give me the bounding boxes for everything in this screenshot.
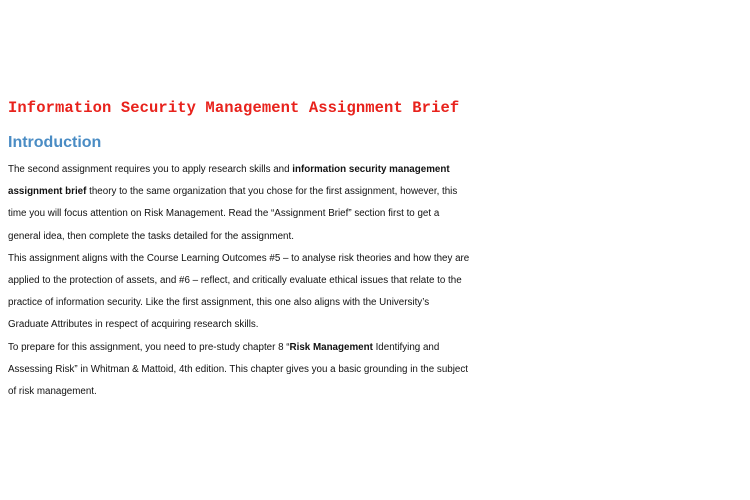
paragraph-1-line-3: time you will focus attention on Risk Management. Read the “Assignment Brief” section first to get a bbox=[8, 208, 440, 220]
paragraph-1-line-4: general idea, then complete the tasks detailed for the assignment. bbox=[8, 230, 294, 242]
paragraph-3-line-2: Assessing Risk” in Whitman & Mattoid, 4th edition. This chapter gives you a basic grounding in the subject bbox=[8, 363, 468, 375]
paragraph-3-line-1-text-end: Identifying and bbox=[372, 341, 440, 353]
paragraph-2-line-1: This assignment aligns with the Course Learning Outcomes #5 – to analyse risk theories and how they are bbox=[8, 252, 470, 264]
paragraph-3-line-1 bbox=[8, 337, 748, 359]
paragraph-1-bold-phrase-b: assignment brief bbox=[8, 186, 87, 198]
paragraph-2-line-4: Graduate Attributes in respect of acquiring research skills. bbox=[8, 319, 259, 331]
paragraph-1-bold-phrase-a: information security management bbox=[292, 164, 450, 175]
paragraph-3-line-3: of risk management. bbox=[8, 386, 97, 398]
paragraph-1-line-1-text: The second assignment requires you to apply research skills and bbox=[8, 164, 293, 175]
paragraph-2-line-2: applied to the protection of assets, and #6 – reflect, and critically evaluate ethical issues that relate to the bbox=[8, 275, 462, 287]
introduction-heading: Introduction bbox=[8, 134, 102, 151]
paragraph-1-line-2-text: theory to the same organization that you chose for the first assignment, however, this bbox=[86, 186, 458, 198]
paragraph-3-line-1-text-start: To prepare for this assignment, you need to pre-study chapter 8 “ bbox=[8, 341, 290, 353]
paragraph-1-line-2 bbox=[8, 181, 748, 203]
introduction-body bbox=[8, 159, 748, 403]
paragraph-1-line-1 bbox=[8, 159, 748, 181]
document-title: Information Security Management Assignment Brief bbox=[8, 99, 460, 117]
paragraph-2-line-3: practice of information security. Like the first assignment, this one also aligns with the University’s bbox=[8, 297, 430, 309]
paragraph-3-bold-phrase: Risk Management bbox=[289, 341, 373, 353]
